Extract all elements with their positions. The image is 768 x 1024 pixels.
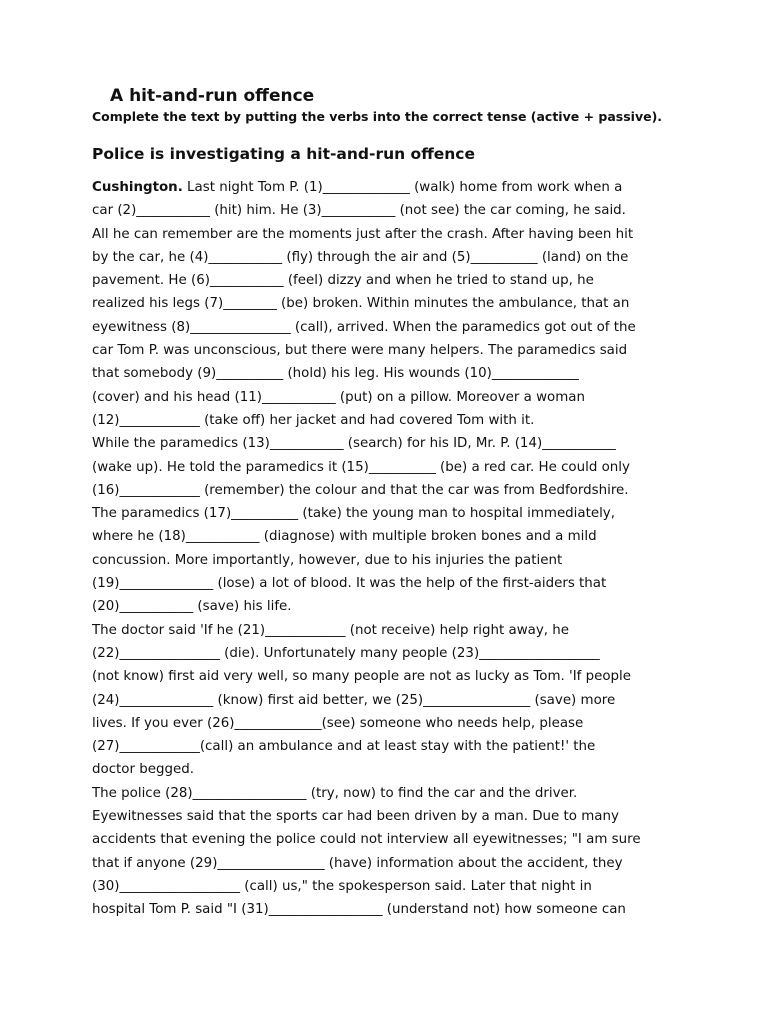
text-line: (12)____________ (take off) her jacket and had covered Tom with it. <box>92 412 535 428</box>
text-line: hospital Tom P. said "I (31)_________________ (understand not) how someone can <box>92 902 626 918</box>
text-line: lives. If you ever (26)_____________(see) someone who needs help, please <box>92 715 584 731</box>
dateline: Cushington. <box>92 180 183 195</box>
text-line: The paramedics (17)__________ (take) the young man to hospital immediately, <box>92 506 615 522</box>
text-line: (19)______________ (lose) a lot of blood. It was the help of the first-aiders that <box>92 576 607 592</box>
text-line: pavement. He (6)___________ (feel) dizzy and when he tried to stand up, he <box>92 273 594 289</box>
text-line: doctor begged. <box>92 762 194 778</box>
text-line: concussion. More importantly, however, due to his injuries the patient <box>92 552 563 568</box>
text-line: (24)______________ (know) first aid better, we (25)________________ (save) more <box>92 692 616 708</box>
text-line: (not know) first aid very well, so many people are not as lucky as Tom. 'If people <box>92 669 632 685</box>
text-line: Eyewitnesses said that the sports car had been driven by a man. Due to many <box>92 809 619 825</box>
text-line <box>92 176 692 199</box>
text-line: accidents that evening the police could not interview all eyewitnesses; "I am sure <box>92 832 641 848</box>
text-line: While the paramedics (13)___________ (search) for his ID, Mr. P. (14)___________ <box>92 436 616 452</box>
text-line: that somebody (9)__________ (hold) his leg. His wounds (10)_____________ <box>92 366 579 382</box>
text-line-content: Last night Tom P. (1)_____________ (walk) home from work when a <box>182 180 623 195</box>
worksheet-title: A hit-and-run offence <box>110 86 315 106</box>
text-line: (22)_______________ (die). Unfortunately many people (23)__________________ <box>92 645 600 661</box>
text-line: (27)____________(call) an ambulance and at least stay with the patient!' the <box>92 739 596 755</box>
text-line: (30)__________________ (call) us," the spokesperson said. Later that night in <box>92 878 592 894</box>
text-line: The doctor said 'If he (21)____________ (not receive) help right away, he <box>92 622 570 638</box>
text-line: eyewitness (8)_______________ (call), arrived. When the paramedics got out of the <box>92 319 636 335</box>
text-line: that if anyone (29)________________ (have) information about the accident, they <box>92 855 623 871</box>
text-line: where he (18)___________ (diagnose) with multiple broken bones and a mild <box>92 529 597 545</box>
text-line: car (2)___________ (hit) him. He (3)___________ (not see) the car coming, he said. <box>92 203 626 219</box>
instruction-text: Complete the text by putting the verbs into the correct tense (active + passive). <box>92 109 663 124</box>
text-line: (20)___________ (save) his life. <box>92 599 292 615</box>
article-body <box>92 176 692 922</box>
text-line: car Tom P. was unconscious, but there were many helpers. The paramedics said <box>92 343 628 359</box>
text-line: (cover) and his head (11)___________ (put) on a pillow. Moreover a woman <box>92 389 585 405</box>
text-line: (wake up). He told the paramedics it (15)__________ (be) a red car. He could only <box>92 459 630 475</box>
text-line: realized his legs (7)________ (be) broken. Within minutes the ambulance, that an <box>92 296 630 312</box>
text-line: The police (28)_________________ (try, now) to find the car and the driver. <box>92 785 578 801</box>
text-line: All he can remember are the moments just after the crash. After having been hit <box>92 226 634 242</box>
article-heading: Police is investigating a hit-and-run offence <box>92 145 476 163</box>
text-line: by the car, he (4)___________ (fly) through the air and (5)__________ (land) on the <box>92 249 629 265</box>
text-line: (16)____________ (remember) the colour and that the car was from Bedfordshire. <box>92 482 629 498</box>
